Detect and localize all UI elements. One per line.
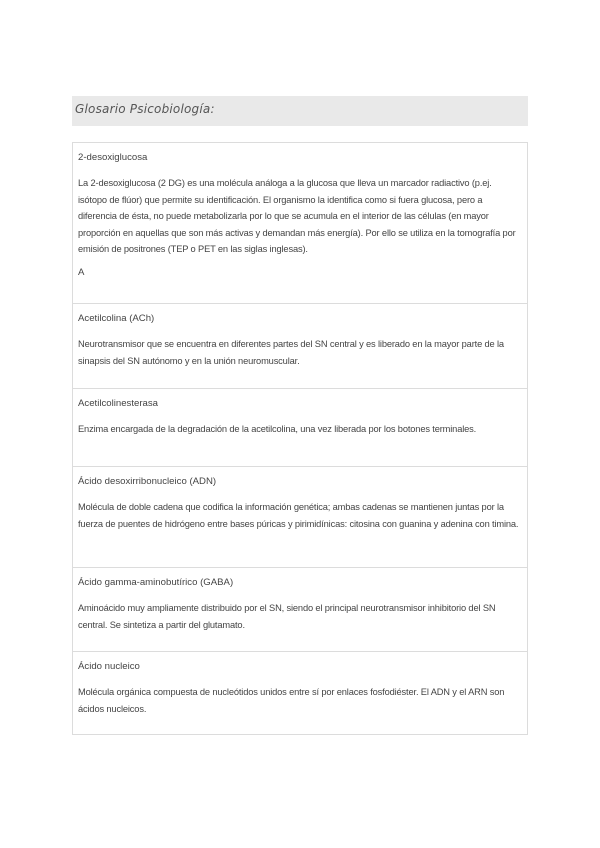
glossary-definition: Molécula de doble cadena que codifica la información genética; ambas cadenas se mantienen juntas por la fuerza de puentes de hidrógeno entre bases púricas y pirimidínicas: citosina con guanina y adenina con timina. — [78, 502, 519, 529]
glossary-term: Ácido desoxirribonucleico (ADN) — [78, 476, 217, 487]
glossary-definition: Aminoácido muy ampliamente distribuido por el SN, siendo el principal neurotransmisor inhibitorio del SN central. Se sintetiza a partir del glutamato. — [78, 603, 496, 630]
document-title: Glosario Psicobiología: — [75, 102, 215, 116]
glossary-table — [72, 142, 528, 735]
glossary-term: Ácido nucleico — [78, 661, 140, 672]
glossary-entry — [73, 304, 527, 389]
glossary-term: 2-desoxiglucosa — [78, 152, 148, 163]
glossary-term: Ácido gamma-aminobutírico (GABA) — [78, 577, 234, 588]
glossary-entry — [73, 652, 527, 734]
section-letter: A — [78, 266, 85, 278]
glossary-definition: La 2-desoxiglucosa (2 DG) es una molécula análoga a la glucosa que lleva un marcador radiactivo (p.ej. isótopo de flúor) que permite su identificación. El organismo la identifica como si fuera glucosa, pero a diferencia de ésta, no puede metabolizarla por lo que se acumula en el interior de las células (en mayor proporción en aquellas que son más activas y demandan más energía). Por ello se utiliza en la tomografía por emisión de positrones (TEP o PET en las siglas inglesas). — [78, 178, 516, 255]
glossary-entry — [73, 467, 527, 568]
document-title-bar — [72, 96, 528, 126]
glossary-entry — [73, 568, 527, 652]
glossary-definition: Enzima encargada de la degradación de la acetilcolina, una vez liberada por los botones terminales. — [78, 424, 477, 434]
glossary-definition: Molécula orgánica compuesta de nucleótidos unidos entre sí por enlaces fosfodiéster. El ADN y el ARN son ácidos nucleicos. — [78, 687, 505, 714]
glossary-entry — [73, 143, 527, 304]
glossary-term: Acetilcolinesterasa — [78, 398, 158, 409]
glossary-entry — [73, 389, 527, 467]
glossary-definition: Neurotransmisor que se encuentra en diferentes partes del SN central y es liberado en la mayor parte de la sinapsis del SN autónomo y en la unión neuromuscular. — [78, 339, 504, 366]
glossary-term: Acetilcolina (ACh) — [78, 313, 155, 324]
